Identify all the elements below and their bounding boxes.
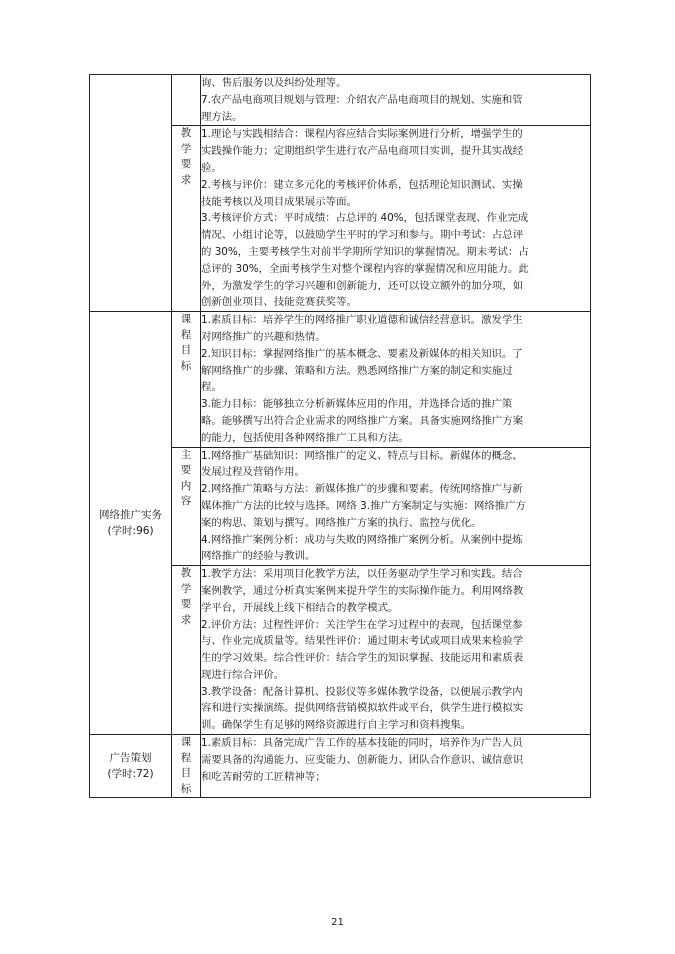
text-line: 学平台，开展线上线下相结合的教学模式。	[201, 601, 399, 614]
text-line: 和吃苦耐劳的工匠精神等；	[201, 770, 326, 783]
advertising-course-cell	[90, 735, 172, 798]
text-line: 媒体推广方法的比较与选择。网络 3.推广方案制定与实施：网络推广方	[201, 499, 526, 512]
text-line: 与、作业完成质量等。结果性评价：通过期末考试或项目成果来检验学	[201, 635, 524, 648]
text-line: 案例教学，通过分析真实案例来提升学生的实际操作能力。利用网络教	[201, 584, 524, 597]
text-line: 的能力，包括使用各种网络推广工具和方法。	[201, 431, 409, 444]
curriculum-table	[89, 74, 591, 798]
text-line: 需要具备的沟通能力、应变能力、创新能力、团队合作意识、诚信意识	[201, 753, 524, 766]
text-line: 实践操作能力；定期组织学生进行农产品电商项目实训，提升其实战经	[201, 145, 524, 158]
text-line: 网络推广的经验与教训。	[201, 550, 316, 563]
text-line: 情况、小组讨论等，以鼓励学生平时的学习和参与。期中考试：占总评	[201, 229, 524, 242]
course-name: 广告策划	[109, 752, 152, 765]
text-line: 7.农产品电商项目规划与管理：介绍农产品电商项目的规划、实施和管	[201, 93, 523, 106]
text-line: 3.教学设备：配备计算机、投影仪等多媒体教学设备，以便展示教学内	[201, 685, 523, 698]
text-line: 案的构思、策划与撰写。网络推广方案的执行、监控与优化。	[201, 516, 482, 529]
text-line: 3.能力目标：能够独立分析新媒体应用的作用，并选择合适的推广策	[201, 398, 513, 411]
ecommerce-label-cell	[172, 75, 201, 126]
text-line: 训。确保学生有足够的网络资源进行自主学习和资料搜集。	[201, 719, 472, 732]
ecommerce-requirements-content	[201, 126, 591, 312]
course-goals-label: 课程目标	[172, 312, 201, 447]
text-line: 2.考核与评价：建立多元化的考核评价体系，包括理论知识测试、实操	[201, 178, 523, 191]
ecommerce-content-cell	[201, 75, 591, 126]
course-hours: (学时:96)	[107, 525, 154, 538]
text-line: 总评的 30%，全面考核学生对整个课程内容的掌握情况和应用能力。此	[201, 262, 529, 275]
ecommerce-content-row	[90, 75, 591, 126]
advertising-goals-row	[90, 735, 591, 798]
advertising-goals-content	[201, 735, 591, 798]
text-line: 1.理论与实践相结合：课程内容应结合实际案例进行分析，增强学生的	[201, 128, 523, 141]
text-line: 3.考核评价方式：平时成绩：占总评的 40%，包括课堂表现、作业完成	[201, 212, 529, 225]
page-number: 21	[331, 917, 344, 928]
text-line: 技能考核以及项目成果展示等面。	[201, 195, 357, 208]
text-line: 4.网络推广案例分析：成功与失败的网络推广案例分析。从案例中提炼	[201, 533, 523, 546]
course-name: 网络推广实务	[99, 509, 162, 522]
ecommerce-course-cell	[90, 75, 172, 312]
text-line: 解网络推广的步骤、策略和方法。熟悉网络推广方案的制定和实施过	[201, 364, 513, 377]
text-line: 1.素质目标：具备完成广告工作的基本技能的同时，培养作为广告人员	[201, 737, 523, 750]
text-line: 2.知识目标：掌握网络推广的基本概念、要素及新媒体的相关知识。了	[201, 347, 523, 360]
text-line: 程。	[201, 381, 222, 394]
text-line: 的 30%，主要考核学生对前半学期所学知识的掌握情况。期末考试：占	[201, 245, 529, 258]
text-line: 1.素质目标：培养学生的网络推广职业道德和诚信经营意识。激发学生	[201, 314, 523, 327]
network-requirements-content	[201, 566, 591, 735]
text-line: 理方法。	[201, 110, 243, 123]
text-line: 外，为激发学生的学习兴趣和创新能力，还可以设立额外的加分项，如	[201, 279, 524, 292]
network-goals-content	[201, 312, 591, 447]
text-line: 对网络推广的兴趣和热情。	[201, 330, 326, 343]
teaching-requirements-label: 教学要求	[172, 566, 201, 735]
text-line: 验。	[201, 161, 222, 174]
text-line: 询、售后服务以及纠纷处理等。	[201, 77, 347, 89]
text-line: 容和进行实操演练。提供网络营销模拟软件或平台，供学生进行模拟实	[201, 702, 524, 715]
text-line: 1.网络推广基础知识：网络推广的定义、特点与目标。新媒体的概念、	[201, 449, 523, 462]
network-contents-content	[201, 447, 591, 566]
text-line: 生的学习效果。综合性评价：结合学生的知识掌握、技能运用和素质表	[201, 652, 524, 665]
text-line: 发展过程及营销作用。	[201, 466, 305, 479]
main-contents-label: 主要内容	[172, 447, 201, 566]
network-course-cell	[90, 312, 172, 735]
text-line: 1.教学方法：采用项目化教学方法，以任务驱动学生学习和实践。结合	[201, 568, 523, 581]
teaching-requirements-label: 教学要求	[172, 126, 201, 312]
network-goals-row	[90, 312, 591, 447]
course-goals-label: 课程目标	[172, 735, 201, 798]
text-line: 现进行综合评价。	[201, 668, 285, 681]
text-line: 略。能够撰写出符合企业需求的网络推广方案。具备实施网络推广方案	[201, 414, 524, 427]
text-line: 2.评价方法：过程性评价：关注学生在学习过程中的表现，包括课堂参	[201, 618, 523, 631]
text-line: 2.网络推广策略与方法：新媒体推广的步骤和要素。传统网络推广与新	[201, 483, 523, 496]
text-line: 创新创业项目、技能竞赛获奖等。	[201, 296, 357, 309]
course-hours: (学时:72)	[107, 768, 154, 781]
